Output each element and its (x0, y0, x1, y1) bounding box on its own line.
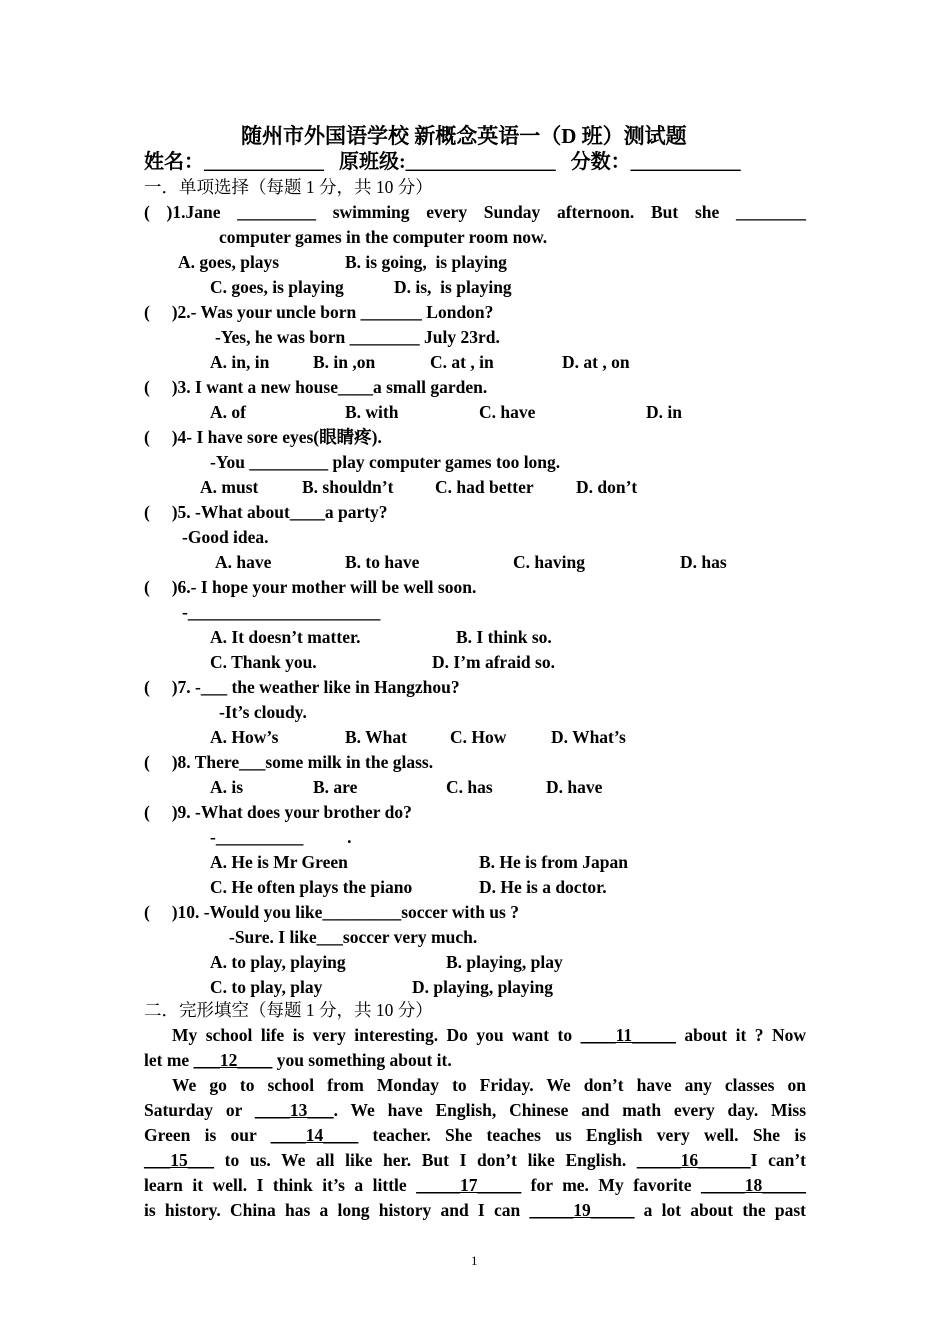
passage-line-8 (144, 1199, 806, 1221)
cloze-blank-15: ___15___ (144, 1150, 214, 1170)
page-number: 1 (471, 1253, 478, 1268)
passage-text: about it ? Now (675, 1025, 806, 1045)
passage-text: let me (144, 1050, 194, 1070)
question-7-option-a: A. How’s (210, 727, 279, 747)
question-9-answer-blank: -__________ . (210, 827, 352, 847)
passage-line-1 (172, 1024, 806, 1046)
passage-text: you something about it. (272, 1050, 452, 1070)
passage-text: I can’t (750, 1150, 807, 1170)
question-1-stem-cont: computer games in the computer room now. (219, 227, 548, 247)
question-2-stem-cont: -Yes, he was born ________ July 23rd. (215, 327, 500, 347)
question-4-option-d: D. don’t (576, 477, 638, 497)
question-7-stem-cont: -It’s cloudy. (219, 702, 307, 722)
passage-line-4 (144, 1099, 806, 1121)
question-3-stem (144, 376, 487, 398)
passage-line-6 (144, 1149, 806, 1171)
passage-line-5 (144, 1124, 806, 1146)
cloze-blank-13: ____13___ (254, 1100, 334, 1120)
question-7-option-c: C. How (450, 727, 507, 747)
question-4-stem-cont: -You _________ play computer games too long. (210, 452, 561, 472)
question-2-option-a: A. in, in (210, 352, 270, 372)
cloze-blank-17: _____17_____ (416, 1175, 522, 1195)
question-8-option-c: C. has (446, 777, 493, 797)
cloze-blank-18: _____18_____ (701, 1175, 806, 1195)
passage-text: My school life is very interesting. Do you want to (172, 1025, 581, 1045)
question-6-option-c: C. Thank you. (210, 652, 317, 672)
question-8-option-b: B. are (313, 777, 358, 797)
question-3-option-a: A. of (210, 402, 246, 422)
question-8-option-a: A. is (210, 777, 244, 797)
cloze-blank-12: ___12____ (193, 1050, 273, 1070)
question-3-option-b: B. with (345, 402, 399, 422)
question-9-stem: ( )9. -What does your brother do? (144, 802, 412, 822)
question-10-stem-cont: -Sure. I like___soccer very much. (229, 927, 478, 947)
cloze-blank-11: ____11_____ (580, 1025, 676, 1045)
question-10-option-c: C. to play, play (210, 977, 323, 997)
question-1-option-d: D. is, is playing (394, 277, 512, 297)
question-5-option-c: C. having (513, 552, 585, 572)
question-5-stem: ( )5. -What about____a party? (144, 502, 388, 522)
question-9-option-c: C. He often plays the piano (210, 877, 413, 897)
passage-text: for me. My favorite (521, 1175, 701, 1195)
question-10-stem (144, 901, 519, 923)
question-3-stem-pre: ( )3. I want a new house (144, 377, 338, 397)
question-10-option-d: D. playing, playing (412, 977, 554, 997)
question-1-stem: ( )1.Jane _________ swimming every Sunday afternoon. But she ________ (144, 202, 806, 222)
question-2-stem: ( )2.- Was your uncle born _______ London? (144, 302, 494, 322)
question-9-option-a: A. He is Mr Green (210, 852, 348, 872)
question-6-answer-blank: -______________________ (182, 602, 381, 622)
passage-text: is history. China has a long history and I can (144, 1200, 530, 1220)
question-5-option-b: B. to have (345, 552, 420, 572)
passage-text: Green is our (144, 1125, 271, 1145)
question-7-stem: ( )7. -___ the weather like in Hangzhou? (144, 677, 460, 697)
exam-title: 随州市外国语学校 新概念英语一（D 班）测试题 (241, 124, 687, 148)
question-10-stem-pre: ( )10. -Would you like (144, 902, 323, 922)
question-5-option-d: D. has (680, 552, 727, 572)
question-10-option-b: B. playing, play (446, 952, 563, 972)
question-3-option-c: C. have (479, 402, 536, 422)
question-2-option-d: D. at , on (562, 352, 630, 372)
passage-text: a lot about the past (634, 1200, 806, 1220)
question-1-option-b: B. is going, is playing (345, 252, 507, 272)
question-4-option-b: B. shouldn’t (302, 477, 394, 497)
passage-text: teacher. She teaches us English very well. She is (358, 1125, 807, 1145)
question-3-option-d: D. in (646, 402, 682, 422)
question-8-option-d: D. have (546, 777, 603, 797)
question-10-option-a: A. to play, playing (210, 952, 346, 972)
cloze-blank-14: ____14____ (270, 1125, 359, 1145)
question-9-option-d: D. He is a doctor. (479, 877, 607, 897)
question-6-stem: ( )6.- I hope your mother will be well soon. (144, 577, 477, 597)
question-4-option-c: C. had better (435, 477, 534, 497)
question-3-stem-post: a small garden. (372, 377, 488, 397)
question-7-option-d: D. What’s (551, 727, 626, 747)
question-8-stem: ( )8. There___some milk in the glass. (144, 752, 434, 772)
question-2-option-b: B. in ,on (313, 352, 376, 372)
question-7-option-b: B. What (345, 727, 407, 747)
cloze-blank-19: _____19_____ (529, 1200, 635, 1220)
section-2-heading: 二．完形填空（每题 1 分，共 10 分） (144, 1000, 433, 1020)
passage-text: . We have English, Chinese and math every day. Miss (333, 1100, 807, 1120)
passage-text: learn it well. I think it’s a little (144, 1175, 417, 1195)
question-1-option-c: C. goes, is playing (210, 277, 344, 297)
question-4-stem: ( )4- I have sore eyes(眼睛疼). (144, 427, 382, 447)
passage-text: Saturday or (144, 1100, 255, 1120)
question-6-option-d: D. I’m afraid so. (432, 652, 555, 672)
passage-line-3: We go to school from Monday to Friday. We don’t have any classes on (172, 1075, 806, 1095)
passage-text: to us. We all like her. But I don’t like English. (214, 1150, 637, 1170)
section-1-heading: 一．单项选择（每题 1 分，共 10 分） (144, 177, 433, 197)
cloze-blank-16: _____16______ (636, 1150, 751, 1170)
question-5-option-a: A. have (215, 552, 272, 572)
question-3-blank: ____ (337, 377, 373, 397)
passage-line-7 (144, 1174, 806, 1196)
question-6-option-b: B. I think so. (456, 627, 552, 647)
question-6-option-a: A. It doesn’t matter. (210, 627, 361, 647)
question-5-stem-cont: -Good idea. (182, 527, 269, 547)
question-10-blank: _________ (322, 902, 402, 922)
question-1-option-a: A. goes, plays (178, 252, 280, 272)
question-10-stem-post: soccer with us ? (401, 902, 519, 922)
question-4-option-a: A. must (200, 477, 259, 497)
student-info-header: 姓名：____________ 原班级:_______________ 分数：___________ (144, 151, 741, 173)
passage-line-2 (144, 1049, 452, 1071)
question-2-option-c: C. at , in (430, 352, 494, 372)
question-9-option-b: B. He is from Japan (479, 852, 628, 872)
